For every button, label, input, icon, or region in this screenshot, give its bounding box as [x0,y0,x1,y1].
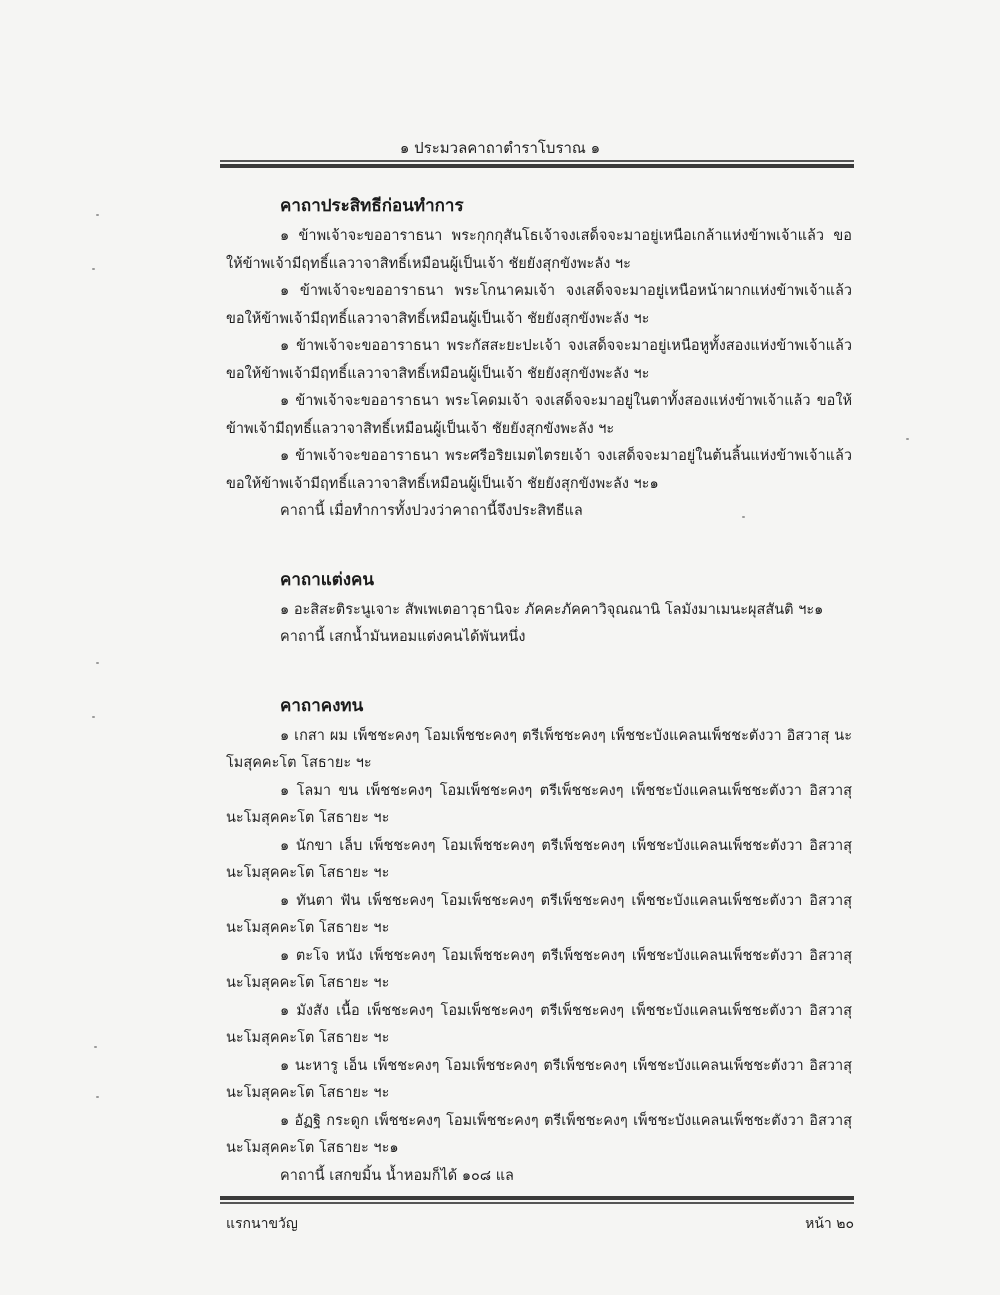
verse: ๑ ข้าพเจ้าจะขออาราธนา พระศรีอริยเมตไตรยเจ้า จงเสด็จจะมาอยู่ในต้นลิ้นแห่งข้าพเจ้าแล้ว ขอให้ข้าพเจ้ามีฤทธิ์แลวาจาสิทธิ์เหมือนผู้เป็นเจ้า ชัยยังสุกขังพะลัง ฯะ๑ [226,448,852,492]
verse: ๑ ข้าพเจ้าจะขออาราธนา พระโคดมเจ้า จงเสด็จจะมาอยู่ในตาทั้งสองแห่งข้าพเจ้าแล้ว ขอให้ข้าพเจ้ามีฤทธิ์แลวาจาสิทธิ์เหมือนผู้เป็นเจ้า ชัยยังสุกขังพะลัง ฯะ [226,393,852,437]
verse: ๑ อะสิสะติระนูเจาะ สัพเพเตอาวุธานิจะ ภัคคะภัคคาวิจุณณานิ โลมังมาเมนะผุสสันติ ฯะ๑ [280,601,824,618]
footer-rule-thin [220,1202,854,1204]
header-rule-thick [220,164,854,168]
running-header: ๑ ประมวลคาถาตำราโบราณ ๑ [399,139,601,157]
scan-speck [92,268,95,270]
verse: ๑ อัฏฐิ กระดูก เพ็ชชะคงๆ โอมเพ็ชชะคงๆ ตรีเพ็ชชะคงๆ เพ็ชชะบังแคลนเพ็ชชะตังวา อิสวาสุ นะโมสุคคะโต โสธายะ ฯะ๑ [226,1112,852,1156]
scan-speck [906,438,909,440]
section-title: คาถาแต่งคน [280,569,375,590]
verse: ๑ ตะโจ หนัง เพ็ชชะคงๆ โอมเพ็ชชะคงๆ ตรีเพ็ชชะคงๆ เพ็ชชะบังแคลนเพ็ชชะตังวา อิสวาสุ นะโมสุคคะโต โสธายะ ฯะ [226,947,852,991]
verse: ๑ ข้าพเจ้าจะขออาราธนา พระกุกกุสันโธเจ้าจงเสด็จจะมาอยู่เหนือเกล้าแห่งข้าพเจ้าแล้ว ขอให้ข้าพเจ้ามีฤทธิ์แลวาจาสิทธิ์เหมือนผู้เป็นเจ้า ชัยยังสุกขังพะลัง ฯะ [226,228,852,272]
footer-book-title: แรกนาขวัญ [226,1216,298,1232]
section-note: คาถานี้ เสกน้ำมันหอมแต่งคนได้พันหนึ่ง [280,629,526,645]
section-title: คาถาประสิทธีก่อนทำการ [280,196,464,216]
verse: ๑ นะหารู เอ็น เพ็ชชะคงๆ โอมเพ็ชชะคงๆ ตรีเพ็ชชะคงๆ เพ็ชชะบังแคลนเพ็ชชะตังวา อิสวาสุ นะโมสุคคะโต โสธายะ ฯะ [226,1057,852,1101]
scan-speck [96,214,99,216]
footer-rule-thick [220,1196,854,1200]
section-note: คาถานี้ เมื่อทำการทั้งปวงว่าคาถานี้จึงประสิทธีแล [280,503,583,519]
scan-speck [96,1096,99,1098]
scan-speck [94,1046,97,1048]
verse: ๑ นักขา เล็บ เพ็ชชะคงๆ โอมเพ็ชชะคงๆ ตรีเพ็ชชะคงๆ เพ็ชชะบังแคลนเพ็ชชะตังวา อิสวาสุ นะโมสุคคะโต โสธายะ ฯะ [226,837,852,881]
verse: ๑ ข้าพเจ้าจะขออาราธนา พระโกนาคมเจ้า จงเสด็จจะมาอยู่เหนือหน้าผากแห่งข้าพเจ้าแล้ว ขอให้ข้าพเจ้ามีฤทธิ์แลวาจาสิทธิ์เหมือนผู้เป็นเจ้า ชัยยังสุกขังพะลัง ฯะ [226,283,852,327]
page-number: หน้า ๒๐ [805,1216,854,1232]
scan-speck [96,662,99,664]
section-khong-thon [226,692,852,1191]
section-prasitthi [226,192,852,526]
verse: ๑ มังสัง เนื้อ เพ็ชชะคงๆ โอมเพ็ชชะคงๆ ตรีเพ็ชชะคงๆ เพ็ชชะบังแคลนเพ็ชชะตังวา อิสวาสุ นะโมสุคคะโต โสธายะ ฯะ [226,1002,852,1046]
header-rule-thin [220,160,854,162]
section-note: คาถานี้ เสกขมิ้น น้ำหอมก็ได้ ๑๐๘ แล [280,1167,514,1184]
section-taeng-khon [226,566,852,652]
verse: ๑ ข้าพเจ้าจะขออาราธนา พระกัสสะยะปะเจ้า จงเสด็จจะมาอยู่เหนือหูทั้งสองแห่งข้าพเจ้าแล้ว ขอให้ข้าพเจ้ามีฤทธิ์แลวาจาสิทธิ์เหมือนผู้เป็นเจ้า ชัยยังสุกขังพะลัง ฯะ [226,338,852,382]
verse: ๑ โลมา ขน เพ็ชชะคงๆ โอมเพ็ชชะคงๆ ตรีเพ็ชชะคงๆ เพ็ชชะบังแคลนเพ็ชชะตังวา อิสวาสุ นะโมสุคคะโต โสธายะ ฯะ [226,782,852,826]
verse: ๑ ทันตา ฟัน เพ็ชชะคงๆ โอมเพ็ชชะคงๆ ตรีเพ็ชชะคงๆ เพ็ชชะบังแคลนเพ็ชชะตังวา อิสวาสุ นะโมสุคคะโต โสธายะ ฯะ [226,892,852,936]
verse: ๑ เกสา ผม เพ็ชชะคงๆ โอมเพ็ชชะคงๆ ตรีเพ็ชชะคงๆ เพ็ชชะบังแคลนเพ็ชชะตังวา อิสวาสุ นะโมสุคคะโต โสธายะ ฯะ [226,727,852,771]
page-body [226,192,852,1190]
scan-speck [92,716,95,718]
scan-speck [742,516,745,518]
section-title: คาถาคงทน [280,695,364,716]
